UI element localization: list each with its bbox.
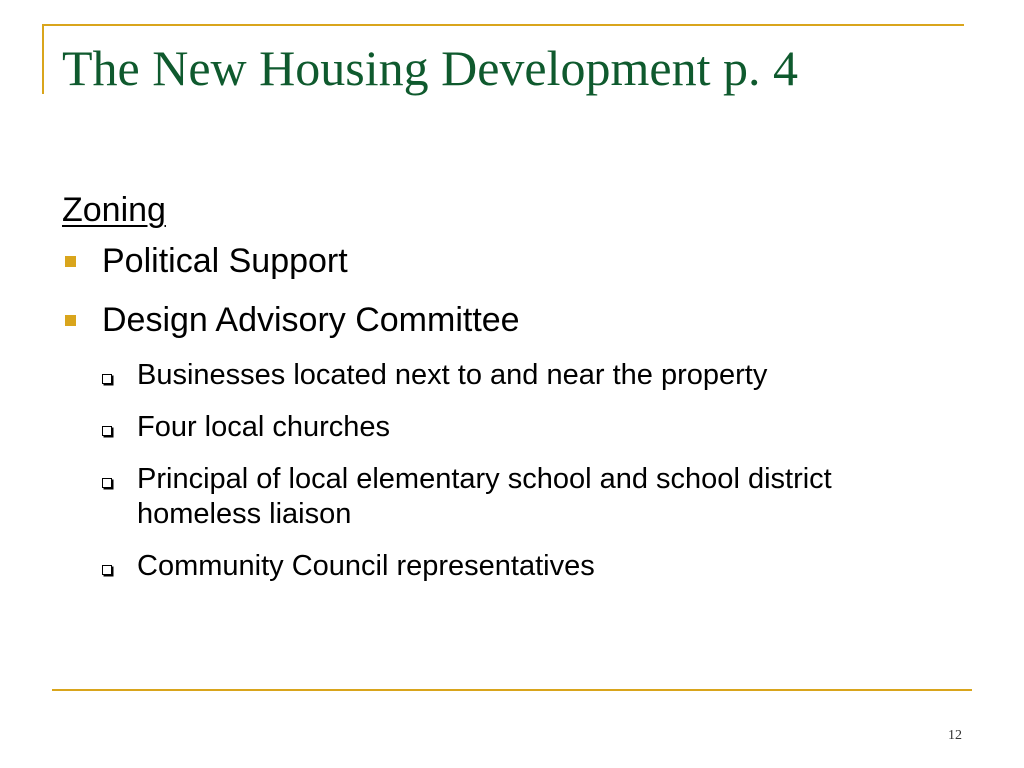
sub-bullet-businesses [100,358,962,393]
slide-title: The New Housing Development p. 4 [62,40,798,96]
sub-bullet-text: Principal of local elementary school and school district homeless liaison [137,462,832,530]
bottom-rule [52,689,972,691]
bullet-political-support [62,241,962,282]
sub-bullet-text: Community Council representatives [137,549,595,582]
sub-bullet-community-council [100,549,962,584]
bullet-design-advisory-committee [62,300,962,341]
page-number: 12 [948,728,962,743]
hollow-square-icon [102,426,112,436]
hollow-square-icon [102,565,112,575]
section-heading: Zoning [62,191,166,229]
sub-bullet-list [100,358,962,583]
sub-bullet-principal [100,462,962,532]
hollow-square-icon [102,478,112,488]
filled-square-icon [65,256,76,267]
left-rule [42,24,44,94]
sub-bullet-text: Four local churches [137,411,391,444]
top-rule [42,24,964,26]
sub-bullet-churches [100,410,962,445]
bullet-list [62,241,962,341]
bullet-text: Design Advisory Committee [102,300,520,339]
sub-bullet-text: Businesses located next to and near the property [137,359,768,392]
bullet-text: Political Support [102,241,348,280]
hollow-square-icon [102,374,112,384]
slide-body [62,190,962,600]
filled-square-icon [65,315,76,326]
